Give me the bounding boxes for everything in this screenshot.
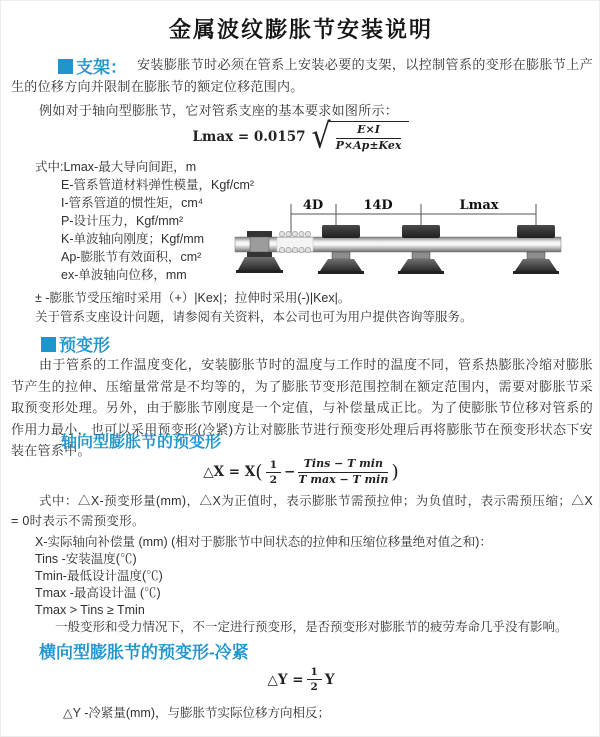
support-intro-paragraph: 安装膨胀节时必须在管系上安装必要的支架，以控制管系的变形在膨胀节上产生的位移方向并限制在膨胀节的额定位移范围内。	[11, 57, 593, 94]
dy-formula-rhs: Y	[324, 671, 335, 688]
temperature-definition-list	[35, 551, 163, 619]
pipe-support-diagram	[229, 194, 600, 289]
variable-line: P-设计压力，Kgf/mm²	[61, 214, 184, 228]
bellows	[277, 231, 313, 252]
temp-definition-line: Tins -安装温度(℃)	[35, 552, 137, 566]
support-example-line: 例如对于轴向型膨胀节，它对管系支座的基本要求如图所示：	[39, 103, 399, 118]
plus-minus-note: ± -膨胀节受压缩时采用（+）|Kex|；拉伸时采用(-)|Kex|。	[35, 291, 351, 305]
half-denominator: 2	[310, 681, 318, 694]
predeform-heading-label: 预变形	[59, 336, 110, 355]
variable-definition-list	[35, 158, 254, 284]
open-paren: (	[255, 461, 263, 484]
dim-label-4d: 4D	[302, 198, 324, 213]
dim-label-14d: 14D	[363, 198, 393, 213]
temp-definition-line: Tmax -最高设计温 (℃)	[35, 586, 161, 600]
lateral-section-heading: 横向型膨胀节的预变形-冷紧	[39, 643, 249, 662]
axial-predeform-formula	[1, 458, 600, 486]
consulting-note: 关于管系支座设计问题，请参阅有关资料，本公司也可为用户提供咨询等服务。	[35, 310, 473, 324]
dim-label-lmax: Lmax	[459, 198, 499, 213]
variable-line: 式中:Lmax-最大导向间距，m	[35, 160, 197, 174]
temp-definition-line: Tmin-最低设计温度(℃)	[35, 569, 163, 583]
minus-sign: −	[284, 464, 296, 481]
page-title: 金属波纹膨胀节安装说明	[168, 17, 433, 42]
close-paren: )	[391, 461, 399, 484]
variable-line: Ap-膨胀节有效面积，cm²	[61, 250, 202, 264]
temp-frac-numerator: Tins − T min	[298, 458, 388, 473]
variable-line: ex-单波轴向位移，mm	[61, 268, 187, 282]
radical-content	[328, 121, 410, 152]
lmax-formula-lhs: Lmax = 0.0157	[192, 128, 306, 145]
variable-line: I-管系管道的惯性矩，cm⁴	[61, 196, 204, 210]
lmax-formula-denominator: P×Ap±Kex	[335, 138, 402, 152]
lateral-coldspring-formula	[1, 666, 600, 693]
x-definition-line: X-实际轴向补偿量 (mm) (相对于膨胀节中间状态的拉伸和压缩位移量绝对值之和)：	[35, 535, 492, 549]
predeform-paragraph: 由于管系的工作温度变化，安装膨胀节时的温度与工作时的温度不同，管系热膨胀冷缩对膨胀节产生的拉伸、压缩量常常是不均等的，为了膨胀节变形范围控制在额定范围内，需要对膨胀节采取预变形处理。另外，由于膨胀节刚度是一个定值，与补偿量成正比。为了使膨胀节位移对管系的作用力最小，也可以采用预变形(冷紧)方让对膨胀节进行预变形处理后再将膨胀节在预变形状态下安装在管系中。	[11, 357, 593, 458]
axial-general-note: 一般变形和受力情况下，不一定进行预变形，是否预变形对膨胀节的疲劳寿命几乎没有影响。	[55, 620, 568, 634]
blue-square-icon	[41, 337, 56, 352]
half-numerator: 1	[307, 666, 322, 680]
support-heading-label: 支架：	[76, 58, 127, 77]
half-numerator: 1	[266, 459, 281, 473]
dy-formula-lhs: △Y =	[267, 671, 304, 688]
lateral-coldspring-note: △Y -冷紧量(mm)，与膨胀节实际位移方向相反；	[63, 706, 331, 720]
dx-formula-lhs: △X = X	[203, 464, 256, 481]
predeform-section-heading	[41, 331, 110, 356]
half-denominator: 2	[269, 473, 277, 486]
lmax-formula	[1, 115, 600, 157]
variable-line: K-单波轴向刚度；Kgf/mm	[61, 232, 205, 246]
temp-frac-denominator: T max − T min	[298, 472, 389, 486]
variable-line: E-管系管道材料弹性模量，Kgf/cm²	[61, 178, 255, 192]
lmax-formula-numerator: E×I	[336, 124, 402, 139]
axial-section-heading: 轴向型膨胀节的预变形	[61, 434, 222, 451]
temp-definition-line: Tmax > Tins ≥ Tmin	[35, 603, 145, 617]
axial-formula-explanation: 式中：△X-预变形量(mm)，△X为正值时，表示膨胀节需预拉伸；为负值时，表示需预压缩；△X = 0时表示不需预变形。	[11, 494, 593, 528]
radical-sign: √	[311, 115, 331, 157]
